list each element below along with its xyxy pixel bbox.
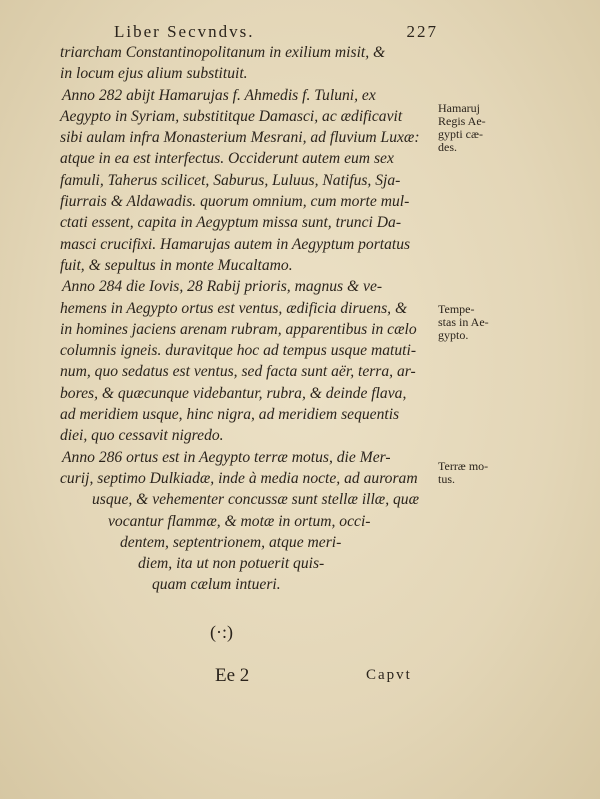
text-line: hemens in Aegypto ortus est ventus, ædificia diruens, &: [60, 299, 408, 317]
margin-note-hamarujas: [438, 102, 506, 154]
ornament: (·:): [210, 622, 233, 642]
text-line: vocantur flammæ, & motæ in ortum, occi-: [108, 512, 371, 530]
margin-note-line: Terræ mo-: [438, 459, 489, 473]
text-line: masci crucifixi. Hamarujas autem in Aegyptum portatus: [60, 235, 411, 253]
margin-note-tempestas: [438, 303, 506, 342]
margin-note-line: Tempe-: [438, 302, 475, 316]
text-line: Aegypto in Syriam, substititque Damasci, ac ædificavit: [60, 107, 403, 125]
margin-note-line: Regis Ae-: [438, 114, 486, 128]
text-line: triarcham Constantinopolitanum in exilium misit, &: [60, 44, 386, 61]
signature-mark: Ee 2: [215, 665, 250, 686]
text-line: diem, ita ut non potuerit quis-: [138, 555, 325, 573]
margin-note-line: tus.: [438, 472, 456, 486]
text-line: fiurrais & Aldawadis. quorum omnium, cum morte mul-: [60, 193, 410, 211]
text-line: Anno 284 die Iovis, 28 Rabij prioris, magnus & ve-: [62, 278, 383, 296]
running-header: [108, 22, 438, 44]
text-line: usque, & vehementer concussæ sunt stellæ illæ, quæ: [92, 491, 420, 509]
margin-note-line: des.: [438, 140, 457, 154]
text-line: in homines jaciens arenam rubram, apparentibus in cælo: [60, 320, 417, 338]
text-line: dentem, septentrionem, atque meri-: [120, 533, 342, 551]
text-line: famuli, Taherus scilicet, Saburus, Luluus, Natifus, Sja-: [60, 171, 401, 189]
margin-note-terrae-motus: [438, 460, 506, 486]
body-text: [60, 42, 432, 596]
text-line: columnis igneis. duravitque hoc ad tempus usque matuti-: [60, 342, 417, 360]
text-line: Anno 286 ortus est in Aegypto terræ motus, die Mer-: [62, 448, 391, 466]
text-line: bores, & quæcunque videbantur, rubra, & deinde flava,: [60, 384, 407, 402]
margin-note-line: stas in Ae-: [438, 315, 489, 329]
text-line: curij, septimo Dulkiadæ, inde à media nocte, ad auroram: [60, 469, 418, 487]
running-title: Liber Secvndvs.: [114, 22, 255, 41]
text-line: ad meridiem usque, hinc nigra, ad meridiem sequentis: [60, 406, 400, 424]
catchword: Capvt: [366, 667, 412, 683]
text-line: Anno 282 abijt Hamarujas f. Ahmedis f. Tuluni, ex: [62, 86, 376, 104]
margin-note-line: gypto.: [438, 328, 469, 342]
text-line: fuit, & sepultus in monte Mucaltamo.: [60, 256, 293, 274]
page-number: 227: [406, 22, 438, 41]
text-line: in locum ejus alium substituit.: [60, 65, 248, 83]
text-line: sibi aulam infra Monasterium Mesrani, ad fluvium Luxæ:: [60, 129, 420, 147]
margin-note-line: Hamaruj: [438, 101, 480, 115]
text-line: quam cælum intueri.: [152, 576, 281, 594]
text-line: atque in ea est interfectus. Occiderunt autem eum sex: [60, 150, 394, 168]
text-line: num, quo sedatus est ventus, sed facta sunt aër, terra, ar-: [60, 363, 416, 381]
text-line: ctati essent, capita in Aegyptum missa sunt, trunci Da-: [60, 214, 402, 232]
text-line: diei, quo cessavit nigredo.: [60, 427, 224, 445]
margin-note-line: gypti cæ-: [438, 127, 483, 141]
